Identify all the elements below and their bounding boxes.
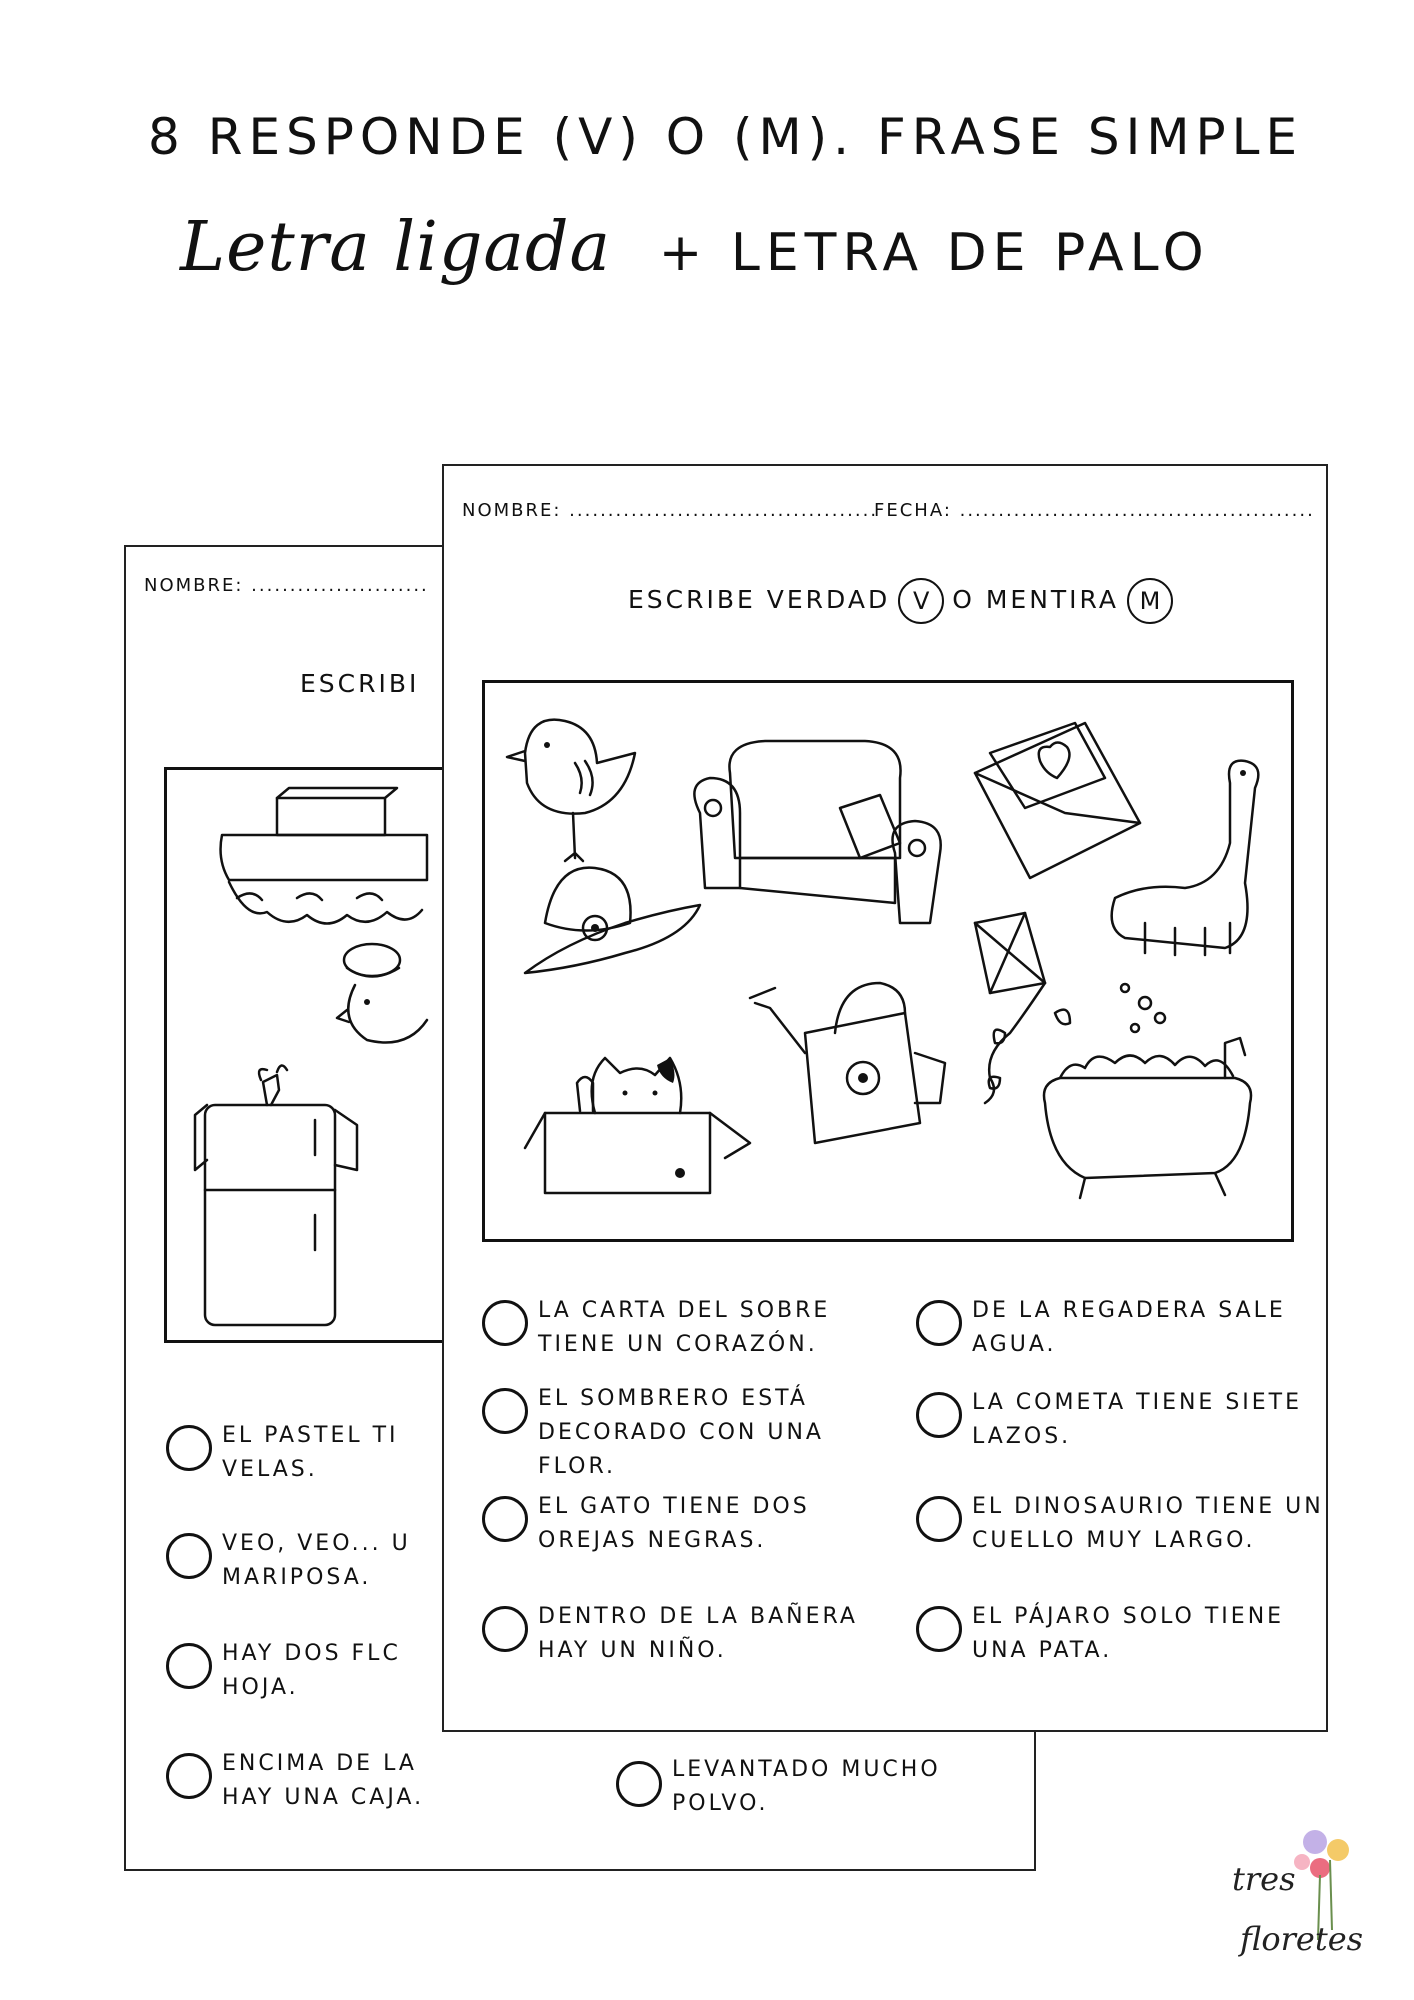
back-question-text: LEVANTADO MUCHO POLVO. bbox=[672, 1757, 941, 1816]
bathtub-illustration bbox=[1044, 984, 1251, 1198]
answer-circle[interactable] bbox=[482, 1606, 528, 1652]
page-title: 8 RESPONDE (V) O (M). FRASE SIMPLE bbox=[148, 108, 1304, 166]
logo-word-1: tres bbox=[1232, 1860, 1296, 1898]
m-circle: M bbox=[1127, 578, 1173, 624]
question-text: EL SOMBRERO ESTÁ DECORADO CON UNA FLOR. bbox=[538, 1386, 824, 1479]
ark-illustration bbox=[221, 788, 427, 924]
bird-with-hat-illustration bbox=[337, 944, 427, 1043]
instruction-text-mid: O MENTIRA bbox=[952, 585, 1119, 614]
answer-circle[interactable] bbox=[916, 1606, 962, 1652]
answer-circle[interactable] bbox=[166, 1643, 212, 1689]
back-question-text: EL PASTEL TI VELAS. bbox=[222, 1423, 399, 1482]
date-label: FECHA: .............................................. bbox=[874, 500, 1315, 521]
question-text: DENTRO DE LA BAÑERA HAY UN NIÑO. bbox=[538, 1604, 858, 1663]
back-question-text: ENCIMA DE LA HAY UNA CAJA. bbox=[222, 1751, 425, 1810]
question-text: EL PÁJARO SOLO TIENE UNA PATA. bbox=[972, 1604, 1285, 1663]
sofa-illustration bbox=[694, 741, 940, 923]
fridge-illustration bbox=[195, 1065, 357, 1325]
v-circle: V bbox=[898, 578, 944, 624]
answer-circle[interactable] bbox=[482, 1388, 528, 1434]
page-subtitle bbox=[180, 208, 1210, 287]
envelope-with-heart-illustration bbox=[975, 723, 1140, 878]
illustrations bbox=[485, 683, 1291, 1239]
answer-circle[interactable] bbox=[916, 1392, 962, 1438]
dinosaur-illustration bbox=[1112, 761, 1259, 955]
answer-circle[interactable] bbox=[916, 1496, 962, 1542]
question-text: LA COMETA TIENE SIETE LAZOS. bbox=[972, 1390, 1303, 1449]
name-label: NOMBRE: ........................................ bbox=[462, 500, 879, 521]
back-illustrations bbox=[167, 770, 467, 1340]
answer-circle[interactable] bbox=[166, 1425, 212, 1471]
cat-in-box-illustration bbox=[525, 1058, 750, 1193]
subtitle-cursive: Letra ligada bbox=[180, 208, 612, 287]
answer-circle[interactable] bbox=[482, 1300, 528, 1346]
question-text: EL DINOSAURIO TIENE UN CUELLO MUY LARGO. bbox=[972, 1494, 1324, 1553]
question-text: DE LA REGADERA SALE AGUA. bbox=[972, 1298, 1286, 1357]
front-worksheet bbox=[442, 464, 1328, 1732]
logo-word-2: floretes bbox=[1240, 1920, 1364, 1958]
picture-box bbox=[482, 680, 1294, 1242]
instruction bbox=[628, 578, 1181, 624]
back-name-label: NOMBRE: ....................... bbox=[144, 575, 429, 596]
bird-illustration bbox=[507, 720, 635, 861]
answer-circle[interactable] bbox=[166, 1533, 212, 1579]
tres-floretes-logo bbox=[1220, 1820, 1370, 1980]
hat-with-flower-illustration bbox=[525, 868, 700, 973]
question-text: LA CARTA DEL SOBRE TIENE UN CORAZÓN. bbox=[538, 1298, 831, 1357]
answer-circle[interactable] bbox=[616, 1761, 662, 1807]
kite-illustration bbox=[975, 913, 1070, 1103]
answer-circle[interactable] bbox=[482, 1496, 528, 1542]
back-question-text: HAY DOS FLC HOJA. bbox=[222, 1641, 401, 1700]
watering-can-illustration bbox=[750, 983, 945, 1143]
subtitle-print: + LETRA DE PALO bbox=[658, 223, 1210, 283]
answer-circle[interactable] bbox=[916, 1300, 962, 1346]
answer-circle[interactable] bbox=[166, 1753, 212, 1799]
instruction-text: ESCRIBE VERDAD bbox=[628, 585, 891, 614]
question-text: EL GATO TIENE DOS OREJAS NEGRAS. bbox=[538, 1494, 810, 1553]
back-instruction: ESCRIBI bbox=[300, 669, 420, 698]
back-question-text: VEO, VEO... U MARIPOSA. bbox=[222, 1531, 411, 1590]
